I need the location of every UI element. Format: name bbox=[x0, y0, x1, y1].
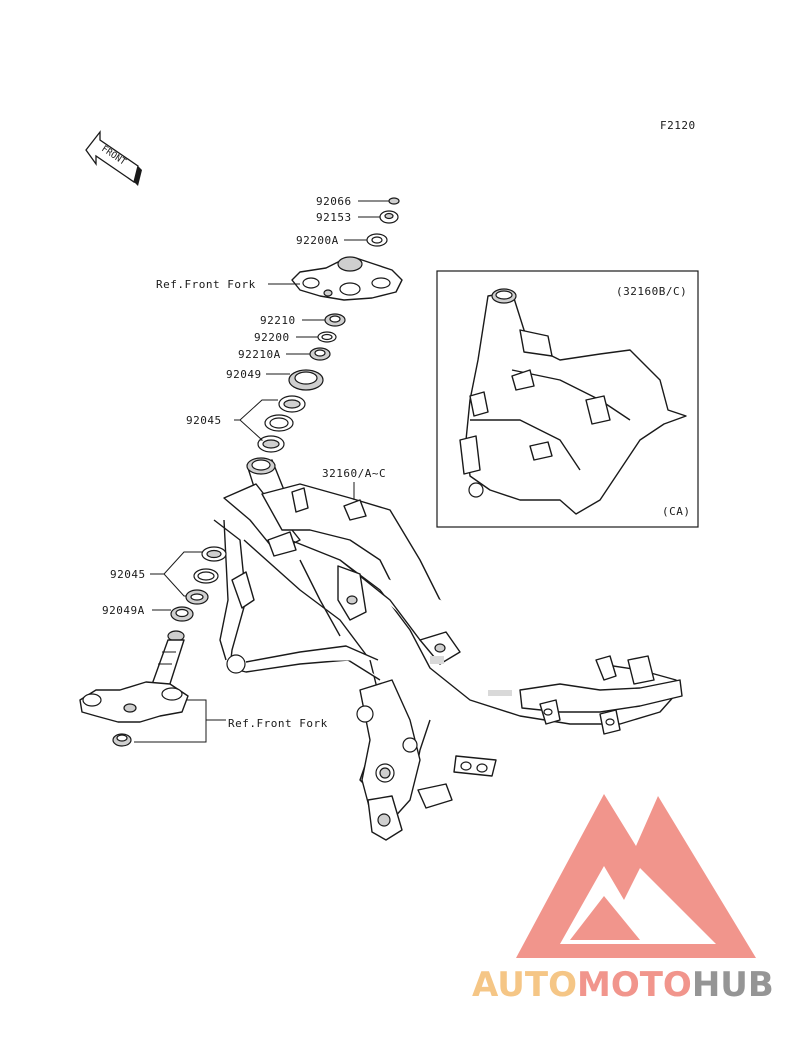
label-ref-front-fork-top[interactable]: Ref.Front Fork bbox=[156, 278, 256, 291]
label-92210A: 92210A bbox=[238, 348, 281, 361]
part-92049A-seal bbox=[171, 607, 193, 621]
part-92045-bearing-upper bbox=[258, 396, 305, 452]
watermark-auto: AUTO bbox=[472, 965, 577, 1005]
inset-box bbox=[437, 271, 698, 527]
label-92066: 92066 bbox=[316, 195, 352, 208]
watermark-moto: MOTO bbox=[576, 965, 692, 1005]
inset-variant-label: (32160B/C) bbox=[616, 285, 688, 298]
automotohub-watermark bbox=[472, 794, 774, 1005]
label-92153: 92153 bbox=[316, 211, 352, 224]
label-92200A: 92200A bbox=[296, 234, 339, 247]
label-92045-bottom: 92045 bbox=[110, 568, 146, 581]
label-92210: 92210 bbox=[260, 314, 296, 327]
label-92200: 92200 bbox=[254, 331, 290, 344]
part-92066-cap bbox=[389, 198, 399, 204]
label-92045-top: 92045 bbox=[186, 414, 222, 427]
label-92049: 92049 bbox=[226, 368, 262, 381]
lower-fork-bracket-stem bbox=[80, 631, 188, 746]
inset-region-label: (CA) bbox=[662, 505, 691, 518]
part-92210A-nut bbox=[310, 348, 330, 360]
front-arrow-icon bbox=[86, 132, 142, 186]
label-ref-front-fork-bottom[interactable]: Ref.Front Fork bbox=[228, 717, 328, 730]
label-32160: 32160/A~C bbox=[322, 467, 387, 480]
part-92200-washer bbox=[318, 332, 336, 342]
label-92049A: 92049A bbox=[102, 604, 145, 617]
svg-text:AUTOMOTOHUB bbox=[472, 965, 774, 1005]
upper-fork-bracket bbox=[292, 257, 402, 300]
part-92153-nut bbox=[380, 211, 398, 223]
front-marker-text: FRONT bbox=[99, 144, 128, 168]
part-92210-nut bbox=[325, 314, 345, 326]
automotohub-logo-icon bbox=[516, 794, 756, 958]
watermark-hub: HUB bbox=[691, 965, 774, 1005]
diagram-code: F2120 bbox=[660, 119, 696, 132]
part-92049-seal bbox=[289, 370, 323, 390]
part-92200A-washer bbox=[367, 234, 387, 246]
part-92045-bearing-lower bbox=[186, 547, 226, 604]
